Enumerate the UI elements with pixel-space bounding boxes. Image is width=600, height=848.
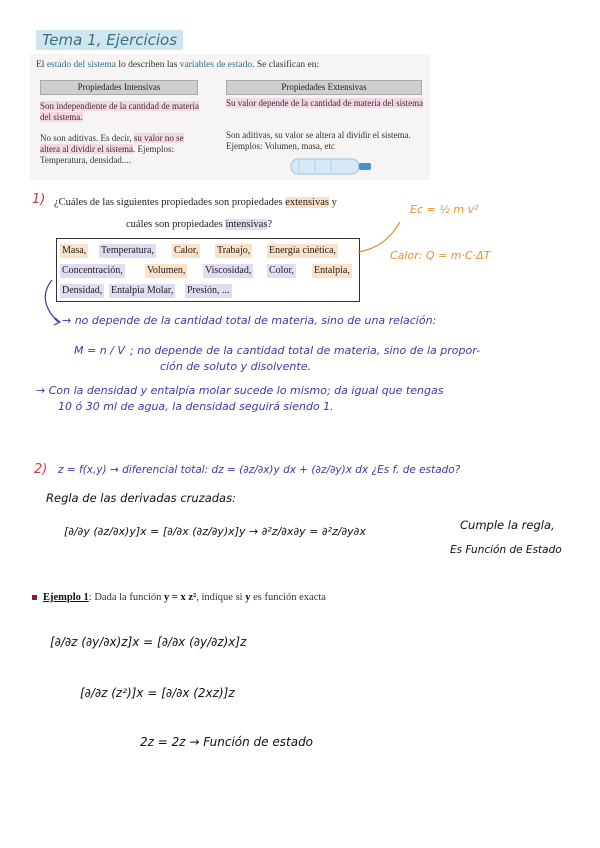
page-title: Tema 1, Ejercicios — [36, 30, 183, 50]
water-bottle-image — [285, 156, 375, 178]
extensivas-paragraph-2: Son aditivas, su valor se altera al dividir el sistema. Ejemplos: Volumen, masa, etc — [226, 130, 411, 151]
question-1-line-2: cuáles son propiedades intensivas? — [126, 219, 273, 230]
answer-line-4: → Con la densidad y entalpía molar sucede lo mismo; da igual que tengas — [36, 384, 444, 397]
answer-formula-molarity: M = n / V — [74, 344, 125, 357]
intensivas-paragraph-2: No son aditivas. Es decir, su valor no se altera al dividir el sistema. Ejemplos: Temperatura, densidad.... — [40, 133, 184, 165]
ejemplo-1: Ejemplo 1: Dada la función y = x z², indique si y es función exacta — [32, 592, 326, 603]
answer-line-1: → no depende de la cantidad total de materia, sino de una relación: — [62, 314, 437, 327]
answer-line-2: ; no depende de la cantidad total de materia, sino de la propor- — [130, 344, 481, 357]
prop-presion: Presión, ... — [187, 285, 230, 296]
prop-viscosidad: Viscosidad, — [205, 265, 252, 276]
answer-line-5: 10 ó 30 ml de agua, la densidad seguirá siendo 1. — [58, 400, 334, 413]
question-1-line-1: ¿Cuáles de las siguientes propiedades son propiedades extensivas y — [54, 197, 337, 208]
header-extensivas: Propiedades Extensivas — [226, 80, 422, 95]
properties-box — [56, 238, 360, 302]
extensivas-paragraph-1: Su valor depende de la cantidad de materia del sistema — [226, 98, 424, 108]
question-2-line-1: z = f(x,y) → diferencial total: dz = (∂z/∂x)y dx + (∂z/∂y)x dx ¿Es f. de estado? — [58, 464, 461, 476]
prop-concentracion: Concentración, — [62, 265, 123, 276]
ejemplo-equation-2: [∂/∂z (z²)]x = [∂/∂x (2xz)]z — [80, 686, 235, 700]
prop-volumen: Volumen, — [147, 265, 186, 276]
question-2-result-2: Es Función de Estado — [450, 544, 562, 556]
prop-temperatura: Temperatura, — [101, 245, 154, 256]
prop-color: Color, — [269, 265, 294, 276]
prop-energia-cinetica: Energía cinética, — [269, 245, 337, 256]
answer-line-3: ción de soluto y disolvente. — [160, 360, 311, 373]
intensivas-paragraph-1: Son independiente de la cantidad de materia del sistema. — [40, 101, 199, 122]
question-2-rule-label: Regla de las derivadas cruzadas: — [46, 491, 236, 505]
prop-entalpia-molar: Entalpia Molar, — [111, 285, 174, 296]
intro-text: El estado del sistema lo describen las variables de estado. Se clasifican en: — [36, 60, 320, 70]
note-calor: Calor: Q = m·C·ΔT — [390, 249, 491, 262]
question-1-number: 1) — [32, 192, 46, 207]
prop-trabajo: Trabajo, — [217, 245, 251, 256]
ejemplo-equation-1: [∂/∂z (∂y/∂x)z]x = [∂/∂x (∂y/∂z)x]z — [50, 635, 247, 649]
prop-masa: Masa, — [62, 245, 87, 256]
header-intensivas: Propiedades Intensivas — [40, 80, 198, 95]
prop-densidad: Densidad, — [62, 285, 103, 296]
question-2-equation: [∂/∂y (∂z/∂x)y]x = [∂/∂x (∂z/∂y)x]y → ∂²z/∂x∂y = ∂²z/∂y∂x — [64, 525, 366, 538]
question-2-number: 2) — [34, 462, 48, 477]
question-2-result-1: Cumple la regla, — [460, 518, 555, 532]
prop-calor: Calor, — [174, 245, 199, 256]
note-kinetic-energy: Ec = ½ m v² — [410, 203, 479, 216]
ejemplo-equation-3: 2z = 2z → Función de estado — [140, 735, 314, 749]
bullet-icon — [32, 595, 37, 600]
prop-entalpia: Entalpia, — [314, 265, 350, 276]
